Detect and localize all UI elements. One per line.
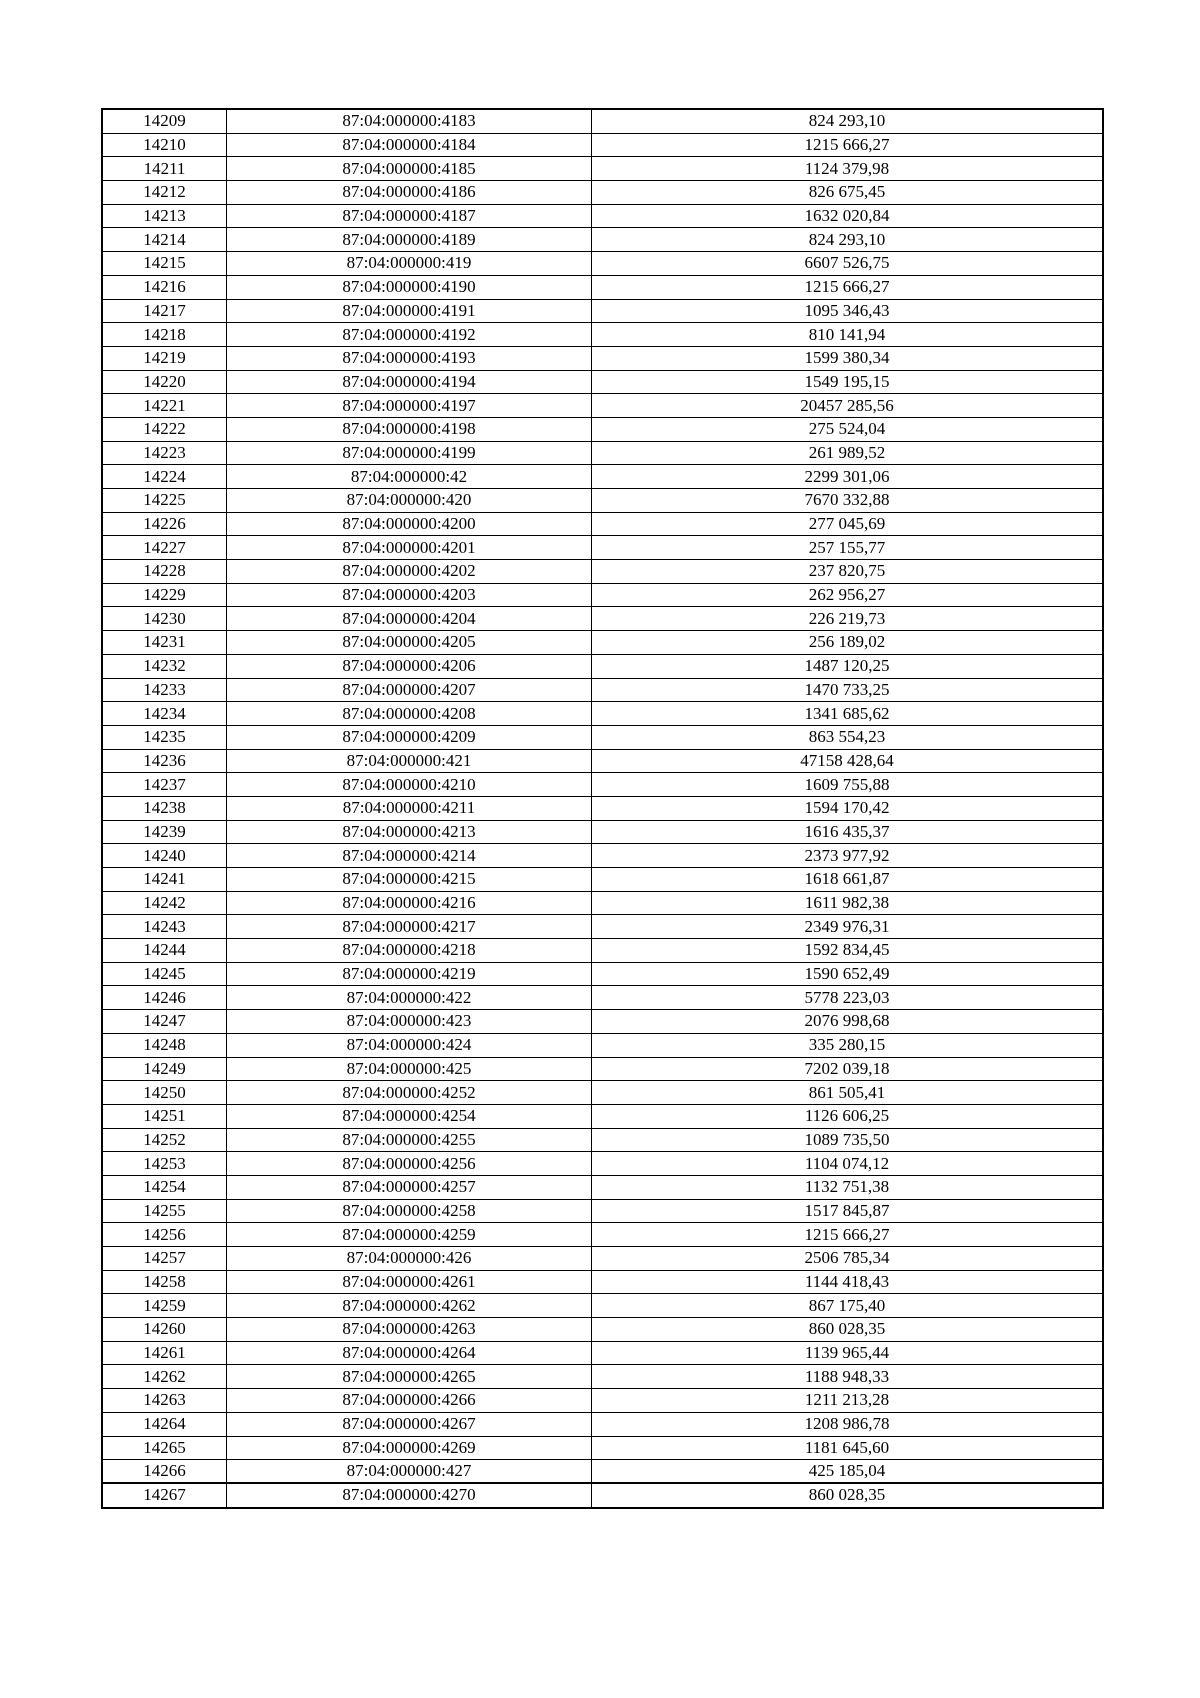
- table-row: [103, 654, 1103, 678]
- cadastral-value-cell: 1618 661,87: [592, 868, 1103, 892]
- table-row: [103, 725, 1103, 749]
- row-number-cell: 14228: [103, 560, 227, 584]
- table-row: [103, 560, 1103, 584]
- table-row: [103, 1057, 1103, 1081]
- table-row: [103, 1318, 1103, 1342]
- cadastral-number-cell: 87:04:000000:4256: [227, 1152, 592, 1176]
- cadastral-value-cell: 860 028,35: [592, 1483, 1103, 1507]
- table-row: [103, 441, 1103, 465]
- row-number-cell: 14252: [103, 1128, 227, 1152]
- cadastral-value-cell: 1599 380,34: [592, 346, 1103, 370]
- cadastral-number-cell: 87:04:000000:4258: [227, 1199, 592, 1223]
- cadastral-value-cell: 1215 666,27: [592, 133, 1103, 157]
- row-number-cell: 14247: [103, 1010, 227, 1034]
- row-number-cell: 14243: [103, 915, 227, 939]
- cadastral-value-cell: 7670 332,88: [592, 489, 1103, 513]
- row-number-cell: 14234: [103, 702, 227, 726]
- row-number-cell: 14248: [103, 1033, 227, 1057]
- row-number-cell: 14215: [103, 252, 227, 276]
- cadastral-number-cell: 87:04:000000:425: [227, 1057, 592, 1081]
- table-row: [103, 1104, 1103, 1128]
- row-number-cell: 14251: [103, 1104, 227, 1128]
- row-number-cell: 14229: [103, 583, 227, 607]
- row-number-cell: 14257: [103, 1247, 227, 1271]
- cadastral-number-cell: 87:04:000000:4213: [227, 820, 592, 844]
- cadastral-number-cell: 87:04:000000:4216: [227, 891, 592, 915]
- table-row: [103, 1412, 1103, 1436]
- cadastral-value-cell: 863 554,23: [592, 725, 1103, 749]
- cadastral-number-cell: 87:04:000000:427: [227, 1460, 592, 1484]
- table-row: [103, 1341, 1103, 1365]
- row-number-cell: 14213: [103, 204, 227, 228]
- cadastral-number-cell: 87:04:000000:420: [227, 489, 592, 513]
- cadastral-number-cell: 87:04:000000:4211: [227, 796, 592, 820]
- row-number-cell: 14259: [103, 1294, 227, 1318]
- cadastral-value-cell: 275 524,04: [592, 417, 1103, 441]
- cadastral-value-cell: 1594 170,42: [592, 796, 1103, 820]
- cadastral-number-cell: 87:04:000000:4189: [227, 228, 592, 252]
- cadastral-value-cell: 257 155,77: [592, 536, 1103, 560]
- table-row: [103, 394, 1103, 418]
- row-number-cell: 14240: [103, 844, 227, 868]
- table-row: [103, 465, 1103, 489]
- row-number-cell: 14220: [103, 370, 227, 394]
- row-number-cell: 14226: [103, 512, 227, 536]
- table-row: [103, 915, 1103, 939]
- table-row: [103, 1460, 1103, 1484]
- row-number-cell: 14262: [103, 1365, 227, 1389]
- row-number-cell: 14227: [103, 536, 227, 560]
- cadastral-value-cell: 1590 652,49: [592, 962, 1103, 986]
- row-number-cell: 14264: [103, 1412, 227, 1436]
- table-row: [103, 986, 1103, 1010]
- row-number-cell: 14260: [103, 1318, 227, 1342]
- cadastral-number-cell: 87:04:000000:4265: [227, 1365, 592, 1389]
- cadastral-number-cell: 87:04:000000:426: [227, 1247, 592, 1271]
- cadastral-value-cell: 1215 666,27: [592, 275, 1103, 299]
- cadastral-number-cell: 87:04:000000:4214: [227, 844, 592, 868]
- cadastral-number-cell: 87:04:000000:4257: [227, 1175, 592, 1199]
- table-row: [103, 489, 1103, 513]
- table-row: [103, 1294, 1103, 1318]
- row-number-cell: 14253: [103, 1152, 227, 1176]
- row-number-cell: 14244: [103, 939, 227, 963]
- row-number-cell: 14231: [103, 631, 227, 655]
- table-row: [103, 749, 1103, 773]
- cadastral-value-cell: 1139 965,44: [592, 1341, 1103, 1365]
- cadastral-number-cell: 87:04:000000:4203: [227, 583, 592, 607]
- cadastral-value-cell: 861 505,41: [592, 1081, 1103, 1105]
- cadastral-number-cell: 87:04:000000:4269: [227, 1436, 592, 1460]
- cadastral-value-cell: 1181 645,60: [592, 1436, 1103, 1460]
- cadastral-value-cell: 256 189,02: [592, 631, 1103, 655]
- row-number-cell: 14223: [103, 441, 227, 465]
- cadastral-value-cell: 2373 977,92: [592, 844, 1103, 868]
- table-row: [103, 962, 1103, 986]
- table-row: [103, 1483, 1103, 1507]
- cadastral-number-cell: 87:04:000000:4266: [227, 1389, 592, 1413]
- table-row: [103, 702, 1103, 726]
- cadastral-value-cell: 261 989,52: [592, 441, 1103, 465]
- cadastral-value-cell: 824 293,10: [592, 228, 1103, 252]
- row-number-cell: 14239: [103, 820, 227, 844]
- table-row: [103, 346, 1103, 370]
- cadastral-value-cell: 1517 845,87: [592, 1199, 1103, 1223]
- cadastral-number-cell: 87:04:000000:4261: [227, 1270, 592, 1294]
- table-row: [103, 323, 1103, 347]
- table-row: [103, 110, 1103, 134]
- row-number-cell: 14237: [103, 773, 227, 797]
- cadastral-value-cell: 2299 301,06: [592, 465, 1103, 489]
- table-row: [103, 773, 1103, 797]
- cadastral-value-cell: 1095 346,43: [592, 299, 1103, 323]
- table-row: [103, 1152, 1103, 1176]
- row-number-cell: 14245: [103, 962, 227, 986]
- cadastral-number-cell: 87:04:000000:4201: [227, 536, 592, 560]
- row-number-cell: 14266: [103, 1460, 227, 1484]
- cadastral-number-cell: 87:04:000000:4206: [227, 654, 592, 678]
- cadastral-value-cell: 226 219,73: [592, 607, 1103, 631]
- table-row: [103, 1010, 1103, 1034]
- row-number-cell: 14246: [103, 986, 227, 1010]
- table-row: [103, 1033, 1103, 1057]
- cadastral-number-cell: 87:04:000000:4255: [227, 1128, 592, 1152]
- row-number-cell: 14267: [103, 1483, 227, 1507]
- row-number-cell: 14218: [103, 323, 227, 347]
- table-row: [103, 133, 1103, 157]
- cadastral-value-cell: 1124 379,98: [592, 157, 1103, 181]
- cadastral-number-cell: 87:04:000000:4193: [227, 346, 592, 370]
- cadastral-number-cell: 87:04:000000:4191: [227, 299, 592, 323]
- cadastral-number-cell: 87:04:000000:4217: [227, 915, 592, 939]
- row-number-cell: 14212: [103, 181, 227, 205]
- table-row: [103, 417, 1103, 441]
- cadastral-value-cell: 20457 285,56: [592, 394, 1103, 418]
- row-number-cell: 14250: [103, 1081, 227, 1105]
- cadastral-number-cell: 87:04:000000:4205: [227, 631, 592, 655]
- table-row: [103, 1128, 1103, 1152]
- table-row: [103, 512, 1103, 536]
- cadastral-value-cell: 6607 526,75: [592, 252, 1103, 276]
- cadastral-value-cell: 824 293,10: [592, 110, 1103, 134]
- cadastral-value-cell: 425 185,04: [592, 1460, 1103, 1484]
- row-number-cell: 14210: [103, 133, 227, 157]
- table-row: [103, 204, 1103, 228]
- cadastral-number-cell: 87:04:000000:4185: [227, 157, 592, 181]
- cadastral-value-cell: 2349 976,31: [592, 915, 1103, 939]
- row-number-cell: 14224: [103, 465, 227, 489]
- table-row: [103, 844, 1103, 868]
- table-row: [103, 157, 1103, 181]
- table-row: [103, 939, 1103, 963]
- table-row: [103, 868, 1103, 892]
- cadastral-value-cell: 1208 986,78: [592, 1412, 1103, 1436]
- table-body: [103, 110, 1103, 1508]
- row-number-cell: 14222: [103, 417, 227, 441]
- row-number-cell: 14255: [103, 1199, 227, 1223]
- cadastral-number-cell: 87:04:000000:423: [227, 1010, 592, 1034]
- cadastral-number-cell: 87:04:000000:419: [227, 252, 592, 276]
- table-row: [103, 1081, 1103, 1105]
- row-number-cell: 14209: [103, 110, 227, 134]
- cadastral-number-cell: 87:04:000000:4263: [227, 1318, 592, 1342]
- row-number-cell: 14249: [103, 1057, 227, 1081]
- table-row: [103, 1365, 1103, 1389]
- table-row: [103, 252, 1103, 276]
- cadastral-number-cell: 87:04:000000:4200: [227, 512, 592, 536]
- cadastral-number-cell: 87:04:000000:4219: [227, 962, 592, 986]
- cadastral-value-cell: 1144 418,43: [592, 1270, 1103, 1294]
- cadastral-number-cell: 87:04:000000:4197: [227, 394, 592, 418]
- cadastral-value-cell: 47158 428,64: [592, 749, 1103, 773]
- table-row: [103, 1175, 1103, 1199]
- table-row: [103, 370, 1103, 394]
- cadastral-value-cell: 262 956,27: [592, 583, 1103, 607]
- cadastral-value-cell: 1132 751,38: [592, 1175, 1103, 1199]
- table-row: [103, 1223, 1103, 1247]
- cadastral-number-cell: 87:04:000000:4190: [227, 275, 592, 299]
- table-row: [103, 1436, 1103, 1460]
- row-number-cell: 14256: [103, 1223, 227, 1247]
- row-number-cell: 14241: [103, 868, 227, 892]
- cadastral-value-cell: 1611 982,38: [592, 891, 1103, 915]
- row-number-cell: 14225: [103, 489, 227, 513]
- cadastral-number-cell: 87:04:000000:4198: [227, 417, 592, 441]
- row-number-cell: 14230: [103, 607, 227, 631]
- cadastral-value-cell: 810 141,94: [592, 323, 1103, 347]
- cadastral-value-cell: 2076 998,68: [592, 1010, 1103, 1034]
- row-number-cell: 14261: [103, 1341, 227, 1365]
- row-number-cell: 14263: [103, 1389, 227, 1413]
- cadastral-value-cell: 1616 435,37: [592, 820, 1103, 844]
- row-number-cell: 14242: [103, 891, 227, 915]
- table-row: [103, 1270, 1103, 1294]
- cadastral-number-cell: 87:04:000000:4194: [227, 370, 592, 394]
- cadastral-number-cell: 87:04:000000:4270: [227, 1483, 592, 1507]
- cadastral-number-cell: 87:04:000000:4215: [227, 868, 592, 892]
- table-row: [103, 1247, 1103, 1271]
- cadastral-number-cell: 87:04:000000:421: [227, 749, 592, 773]
- cadastral-value-cell: 1632 020,84: [592, 204, 1103, 228]
- cadastral-value-cell: 7202 039,18: [592, 1057, 1103, 1081]
- table-row: [103, 1389, 1103, 1413]
- cadastral-value-cell: 2506 785,34: [592, 1247, 1103, 1271]
- table-row: [103, 583, 1103, 607]
- cadastral-value-cell: 1126 606,25: [592, 1104, 1103, 1128]
- cadastral-value-cell: 1487 120,25: [592, 654, 1103, 678]
- cadastral-number-cell: 87:04:000000:424: [227, 1033, 592, 1057]
- cadastral-number-cell: 87:04:000000:4264: [227, 1341, 592, 1365]
- cadastral-number-cell: 87:04:000000:4252: [227, 1081, 592, 1105]
- row-number-cell: 14258: [103, 1270, 227, 1294]
- cadastral-number-cell: 87:04:000000:4199: [227, 441, 592, 465]
- cadastral-value-cell: 867 175,40: [592, 1294, 1103, 1318]
- cadastral-number-cell: 87:04:000000:4186: [227, 181, 592, 205]
- cadastral-value-cell: 1592 834,45: [592, 939, 1103, 963]
- table-row: [103, 820, 1103, 844]
- table-row: [103, 228, 1103, 252]
- table-row: [103, 536, 1103, 560]
- cadastral-value-cell: 1211 213,28: [592, 1389, 1103, 1413]
- row-number-cell: 14232: [103, 654, 227, 678]
- cadastral-value-cell: 1341 685,62: [592, 702, 1103, 726]
- row-number-cell: 14219: [103, 346, 227, 370]
- cadastral-number-cell: 87:04:000000:4209: [227, 725, 592, 749]
- row-number-cell: 14265: [103, 1436, 227, 1460]
- cadastral-value-cell: 1188 948,33: [592, 1365, 1103, 1389]
- table-row: [103, 891, 1103, 915]
- row-number-cell: 14221: [103, 394, 227, 418]
- cadastral-value-table: [102, 109, 1103, 1508]
- cadastral-value-cell: 1215 666,27: [592, 1223, 1103, 1247]
- cadastral-number-cell: 87:04:000000:4192: [227, 323, 592, 347]
- table-row: [103, 299, 1103, 323]
- cadastral-number-cell: 87:04:000000:4183: [227, 110, 592, 134]
- row-number-cell: 14216: [103, 275, 227, 299]
- cadastral-number-cell: 87:04:000000:4259: [227, 1223, 592, 1247]
- cadastral-number-cell: 87:04:000000:4202: [227, 560, 592, 584]
- row-number-cell: 14214: [103, 228, 227, 252]
- cadastral-number-cell: 87:04:000000:4267: [227, 1412, 592, 1436]
- cadastral-value-cell: 860 028,35: [592, 1318, 1103, 1342]
- cadastral-value-cell: 1104 074,12: [592, 1152, 1103, 1176]
- table-row: [103, 1199, 1103, 1223]
- table-row: [103, 796, 1103, 820]
- cadastral-number-cell: 87:04:000000:422: [227, 986, 592, 1010]
- table-row: [103, 181, 1103, 205]
- cadastral-value-cell: 826 675,45: [592, 181, 1103, 205]
- row-number-cell: 14236: [103, 749, 227, 773]
- row-number-cell: 14254: [103, 1175, 227, 1199]
- cadastral-number-cell: 87:04:000000:42: [227, 465, 592, 489]
- cadastral-number-cell: 87:04:000000:4184: [227, 133, 592, 157]
- table-row: [103, 678, 1103, 702]
- cadastral-value-cell: 1549 195,15: [592, 370, 1103, 394]
- row-number-cell: 14211: [103, 157, 227, 181]
- cadastral-number-cell: 87:04:000000:4187: [227, 204, 592, 228]
- row-number-cell: 14233: [103, 678, 227, 702]
- cadastral-number-cell: 87:04:000000:4208: [227, 702, 592, 726]
- cadastral-value-cell: 1089 735,50: [592, 1128, 1103, 1152]
- cadastral-number-cell: 87:04:000000:4204: [227, 607, 592, 631]
- table-row: [103, 631, 1103, 655]
- table-row: [103, 607, 1103, 631]
- cadastral-value-cell: 1609 755,88: [592, 773, 1103, 797]
- cadastral-value-cell: 335 280,15: [592, 1033, 1103, 1057]
- cadastral-number-cell: 87:04:000000:4262: [227, 1294, 592, 1318]
- cadastral-number-cell: 87:04:000000:4207: [227, 678, 592, 702]
- cadastral-value-cell: 237 820,75: [592, 560, 1103, 584]
- cadastral-value-cell: 277 045,69: [592, 512, 1103, 536]
- cadastral-value-cell: 5778 223,03: [592, 986, 1103, 1010]
- row-number-cell: 14217: [103, 299, 227, 323]
- row-number-cell: 14235: [103, 725, 227, 749]
- row-number-cell: 14238: [103, 796, 227, 820]
- cadastral-value-cell: 1470 733,25: [592, 678, 1103, 702]
- cadastral-number-cell: 87:04:000000:4210: [227, 773, 592, 797]
- cadastral-number-cell: 87:04:000000:4254: [227, 1104, 592, 1128]
- cadastral-number-cell: 87:04:000000:4218: [227, 939, 592, 963]
- table-row: [103, 275, 1103, 299]
